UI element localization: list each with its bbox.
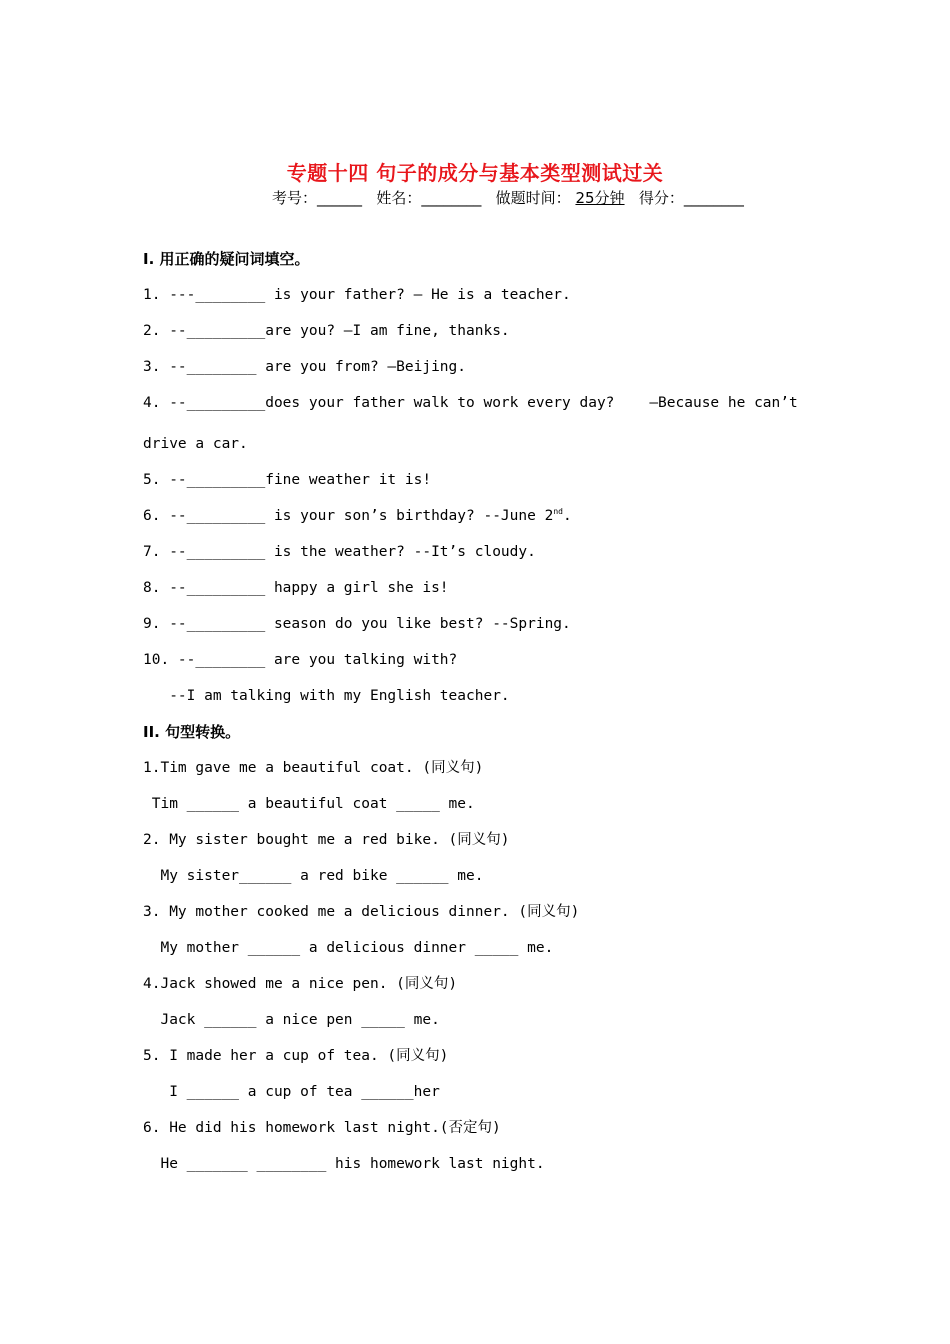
section2-question-6: 6. He did his homework last night.(否定句) bbox=[143, 1120, 501, 1136]
section2-question-6-answer: He _______ ________ his homework last night. bbox=[143, 1156, 545, 1172]
section1-question-8: 8. --_________ happy a girl she is! bbox=[143, 580, 449, 596]
section1-question-6-text: 6. --_________ is your son’s birthday? --June 2 bbox=[143, 508, 554, 524]
time-value: 25分钟 bbox=[575, 189, 625, 207]
section1-question-7: 7. --_________ is the weather? --It’s cloudy. bbox=[143, 544, 536, 560]
name-blank: ________ bbox=[421, 189, 482, 207]
section1-question-1: 1. ---________ is your father? – He is a teacher. bbox=[143, 287, 571, 303]
section1-question-2: 2. --_________are you? –I am fine, thanks. bbox=[143, 323, 510, 339]
time-label: 做题时间： bbox=[495, 189, 571, 207]
exam-no-blank: ______ bbox=[317, 189, 363, 207]
section1-question-10-answer: --I am talking with my English teacher. bbox=[143, 688, 510, 704]
page-title: 专题十四 句子的成分与基本类型测试过关 bbox=[286, 161, 664, 185]
section2-question-3-answer: My mother ______ a delicious dinner _____ me. bbox=[143, 940, 554, 956]
score-blank: ________ bbox=[683, 189, 744, 207]
section2-question-5-answer: I ______ a cup of tea ______her bbox=[143, 1084, 440, 1100]
section1-question-6 bbox=[143, 506, 572, 526]
exam-info-line bbox=[272, 187, 744, 208]
section1-question-4-continued: drive a car. bbox=[143, 436, 248, 452]
section1-question-10: 10. --________ are you talking with? bbox=[143, 652, 458, 668]
section2-heading: II. 句型转换。 bbox=[143, 723, 241, 741]
section1-question-5: 5. --_________fine weather it is! bbox=[143, 472, 432, 488]
section2-question-3: 3. My mother cooked me a delicious dinner. (同义句) bbox=[143, 904, 580, 920]
section1-question-9: 9. --_________ season do you like best? --Spring. bbox=[143, 616, 571, 632]
section1-question-6-superscript: nd bbox=[553, 507, 563, 517]
score-label: 得分： bbox=[638, 189, 684, 207]
section2-question-2: 2. My sister bought me a red bike. (同义句) bbox=[143, 832, 510, 848]
section1-question-4: 4. --_________does your father walk to work every day? –Because he can’t bbox=[143, 395, 798, 411]
section2-question-1-answer: Tim ______ a beautiful coat _____ me. bbox=[143, 796, 475, 812]
section1-question-6-end: . bbox=[562, 508, 572, 524]
section2-question-4: 4.Jack showed me a nice pen. (同义句) bbox=[143, 976, 458, 992]
name-label: 姓名： bbox=[376, 189, 422, 207]
section1-question-3: 3. --________ are you from? –Beijing. bbox=[143, 359, 467, 375]
section1-heading: I. 用正确的疑问词填空。 bbox=[143, 250, 310, 268]
section2-question-2-answer: My sister______ a red bike ______ me. bbox=[143, 868, 484, 884]
section2-question-1: 1.Tim gave me a beautiful coat. (同义句) bbox=[143, 760, 484, 776]
exam-no-label: 考号： bbox=[272, 189, 318, 207]
section2-question-5: 5. I made her a cup of tea. (同义句) bbox=[143, 1048, 449, 1064]
section2-question-4-answer: Jack ______ a nice pen _____ me. bbox=[143, 1012, 440, 1028]
